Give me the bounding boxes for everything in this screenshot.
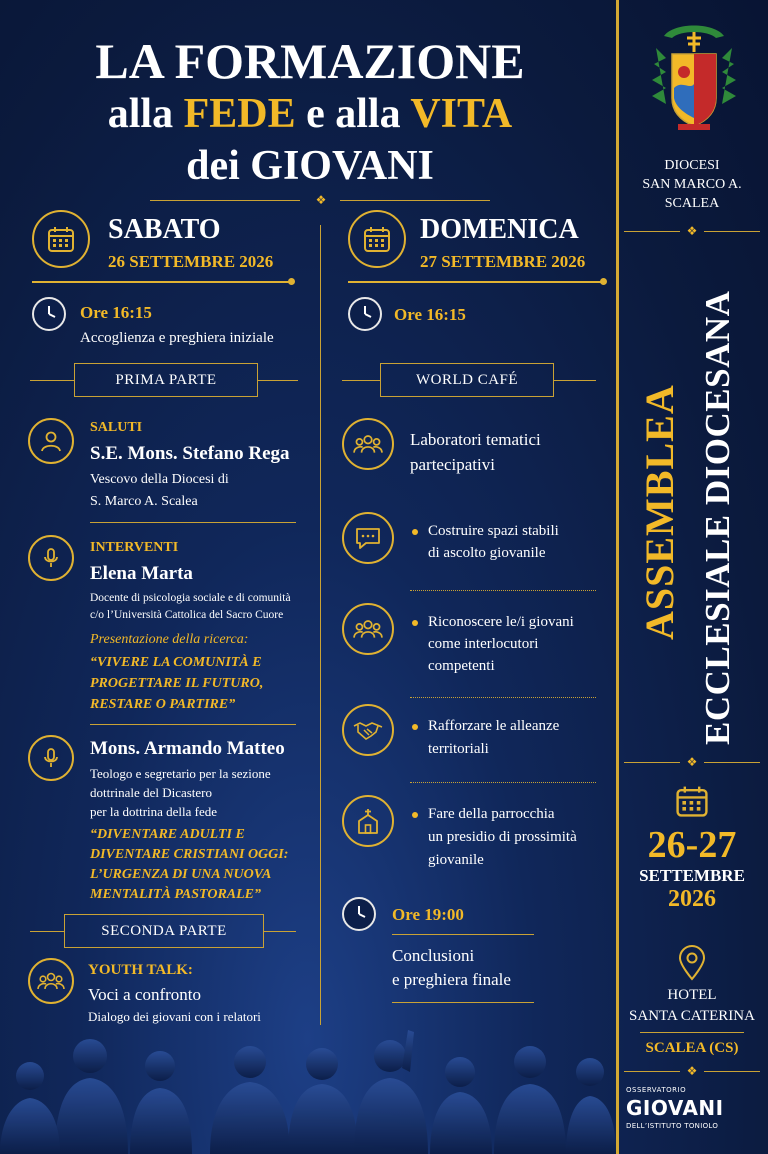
microphone-icon <box>28 535 74 581</box>
location-pin-icon <box>677 945 707 981</box>
saluti-separator <box>90 522 296 523</box>
title-fede: FEDE <box>183 91 296 137</box>
assembly-title-2: ECCLESIALE DIOCESANA <box>698 290 737 745</box>
group-icon <box>342 603 394 655</box>
hotel-city: SCALEA (CS) <box>645 1040 739 1056</box>
saluti-label: SALUTI <box>90 420 143 435</box>
speaker1-talk-title-1: “VIVERE LA COMUNITÀ E <box>90 655 262 670</box>
chat-bubble-icon <box>342 512 394 564</box>
item1-separator <box>410 590 596 591</box>
speaker2-role-1: Teologo e segretario per la sezione <box>90 766 271 781</box>
seconda-parte-line-left <box>30 931 64 932</box>
group-icon <box>28 958 74 1004</box>
sunday-day: DOMENICA <box>420 214 579 245</box>
hotel-separator <box>640 1032 744 1033</box>
calendar-icon <box>348 210 406 268</box>
logo-main-text: GIOVANI <box>626 1096 724 1120</box>
item1-line-1: Costruire spazi stabili <box>428 523 559 539</box>
laboratori-line-1: Laboratori tematici <box>410 430 541 449</box>
side-diamond-3: ❖ <box>686 1064 698 1078</box>
saluti-name: S.E. Mons. Stefano Rega <box>90 443 290 464</box>
coat-of-arms-icon <box>644 18 744 138</box>
event-year: 2026 <box>668 886 716 912</box>
interventi-label: INTERVENTI <box>90 540 179 555</box>
column-divider <box>320 225 321 1025</box>
title-line-3: dei GIOVANI <box>186 143 434 189</box>
title-vita: VITA <box>410 91 513 137</box>
item3-line-1: Rafforzare le alleanze <box>428 718 560 734</box>
title-diamond: ❖ <box>315 193 327 207</box>
youth-silhouettes-image <box>0 1010 616 1154</box>
item2-line-2: come interlocutori <box>428 636 539 652</box>
title-divider-left <box>150 200 300 201</box>
saluti-role-2: S. Marco A. Scalea <box>90 494 198 509</box>
event-dates: 26-27 <box>647 824 737 866</box>
prima-parte-line-right <box>258 380 298 381</box>
hotel-line-1: HOTEL <box>667 987 717 1003</box>
assembly-title-1: ASSEMBLEA <box>637 384 682 640</box>
church-icon <box>342 795 394 847</box>
youth-talk-title: Voci a confronto <box>88 985 201 1004</box>
item3-line-2: territoriali <box>428 741 489 757</box>
seconda-parte-line-right <box>264 931 296 932</box>
title-alla: alla <box>107 91 184 137</box>
group-icon <box>342 418 394 470</box>
saturday-time: Ore 16:15 <box>80 303 152 322</box>
side-divider-1-left <box>624 231 680 232</box>
item2-line-3: competenti <box>428 658 495 674</box>
youth-talk-label: YOUTH TALK: <box>88 962 193 978</box>
logo-bottom-text: DELL’ISTITUTO TONIOLO <box>626 1122 719 1130</box>
saturday-rule-dot <box>288 278 295 285</box>
item1-line-2: di ascolto giovanile <box>428 545 546 561</box>
closing-separator-bottom <box>392 1002 534 1003</box>
saturday-date: 26 SETTEMBRE 2026 <box>108 252 274 271</box>
side-divider-3-left <box>624 1071 680 1072</box>
bullet <box>412 724 418 730</box>
saturday-day: SABATO <box>108 214 221 245</box>
hotel-line-2: SANTA CATERINA <box>629 1008 755 1024</box>
speaker2-talk-title-1: “DIVENTARE ADULTI E <box>90 827 245 842</box>
world-cafe-line-right <box>554 380 596 381</box>
speaker2-talk-title-4: MENTALITÀ PASTORALE” <box>90 887 262 902</box>
side-divider-3-right <box>704 1071 760 1072</box>
sunday-rule <box>348 281 604 283</box>
item4-line-1: Fare della parrocchia <box>428 806 555 822</box>
side-diamond-1: ❖ <box>686 224 698 238</box>
side-divider-2-left <box>624 762 680 763</box>
event-month: SETTEMBRE <box>639 866 745 885</box>
sunday-time: Ore 16:15 <box>394 305 466 324</box>
handshake-icon <box>342 704 394 756</box>
saturday-rule <box>32 281 290 283</box>
diocese-line-3: SCALEA <box>664 196 720 211</box>
diocese-line-2: SAN MARCO A. <box>642 177 742 192</box>
person-icon <box>28 418 74 464</box>
item2-line-1: Riconoscere le/i giovani <box>428 614 574 630</box>
speaker2-name: Mons. Armando Matteo <box>90 738 285 759</box>
speaker2-role-2: dottrinale del Dicastero <box>90 785 213 800</box>
saturday-time-desc: Accoglienza e preghiera iniziale <box>80 330 274 346</box>
item4-line-3: giovanile <box>428 852 484 868</box>
calendar-icon <box>32 210 90 268</box>
section-world-cafe: WORLD CAFÉ <box>380 363 554 397</box>
clock-icon <box>342 897 376 931</box>
calendar-icon <box>674 783 710 819</box>
speaker1-talk-title-2: PROGETTARE IL FUTURO, <box>90 676 264 691</box>
speaker2-role-3: per la dottrina della fede <box>90 804 218 819</box>
bullet <box>412 812 418 818</box>
closing-line-2: e preghiera finale <box>392 970 511 989</box>
youth-talk-desc: Dialogo dei giovani con i relatori <box>88 1009 261 1024</box>
item2-separator <box>410 697 596 698</box>
bullet <box>412 620 418 626</box>
side-diamond-2: ❖ <box>686 755 698 769</box>
speaker2-talk-title-2: DIVENTARE CRISTIANI OGGI: <box>90 847 289 862</box>
title-divider-right <box>340 200 490 201</box>
side-divider-1-right <box>704 231 760 232</box>
world-cafe-line-left <box>342 380 380 381</box>
closing-separator <box>392 934 534 935</box>
clock-icon <box>348 297 382 331</box>
speaker1-separator <box>90 724 296 725</box>
logo-top-text: OSSERVATORIO <box>626 1086 687 1094</box>
right-panel <box>616 0 768 1154</box>
title-line-1: LA FORMAZIONE <box>95 33 525 89</box>
speaker1-presentation: Presentazione della ricerca: <box>90 632 249 647</box>
clock-icon <box>32 297 66 331</box>
speaker1-role-1: Docente di psicologia sociale e di comunità <box>90 592 291 604</box>
title-line-2 <box>10 90 610 138</box>
saluti-role-1: Vescovo della Diocesi di <box>90 472 229 487</box>
laboratori-line-2: partecipativi <box>410 455 495 474</box>
sunday-rule-dot <box>600 278 607 285</box>
speaker2-talk-title-3: L’URGENZA DI UNA NUOVA <box>90 867 272 882</box>
section-prima-parte: PRIMA PARTE <box>74 363 258 397</box>
speaker1-talk-title-3: RESTARE O PARTIRE” <box>90 697 236 712</box>
bullet <box>412 529 418 535</box>
speaker1-role-2: c/o l’Università Cattolica del Sacro Cuore <box>90 609 284 621</box>
closing-line-1: Conclusioni <box>392 946 475 965</box>
section-seconda-parte: SECONDA PARTE <box>64 914 264 948</box>
title-e-alla: e alla <box>295 91 411 137</box>
side-divider-2-right <box>704 762 760 763</box>
diocese-line-1: DIOCESI <box>664 158 720 173</box>
microphone-icon <box>28 735 74 781</box>
prima-parte-line-left <box>30 380 74 381</box>
sunday-time-2: Ore 19:00 <box>392 905 464 924</box>
speaker1-name: Elena Marta <box>90 563 193 584</box>
item4-line-2: un presidio di prossimità <box>428 829 577 845</box>
sunday-date: 27 SETTEMBRE 2026 <box>420 252 586 271</box>
item3-separator <box>410 782 596 783</box>
